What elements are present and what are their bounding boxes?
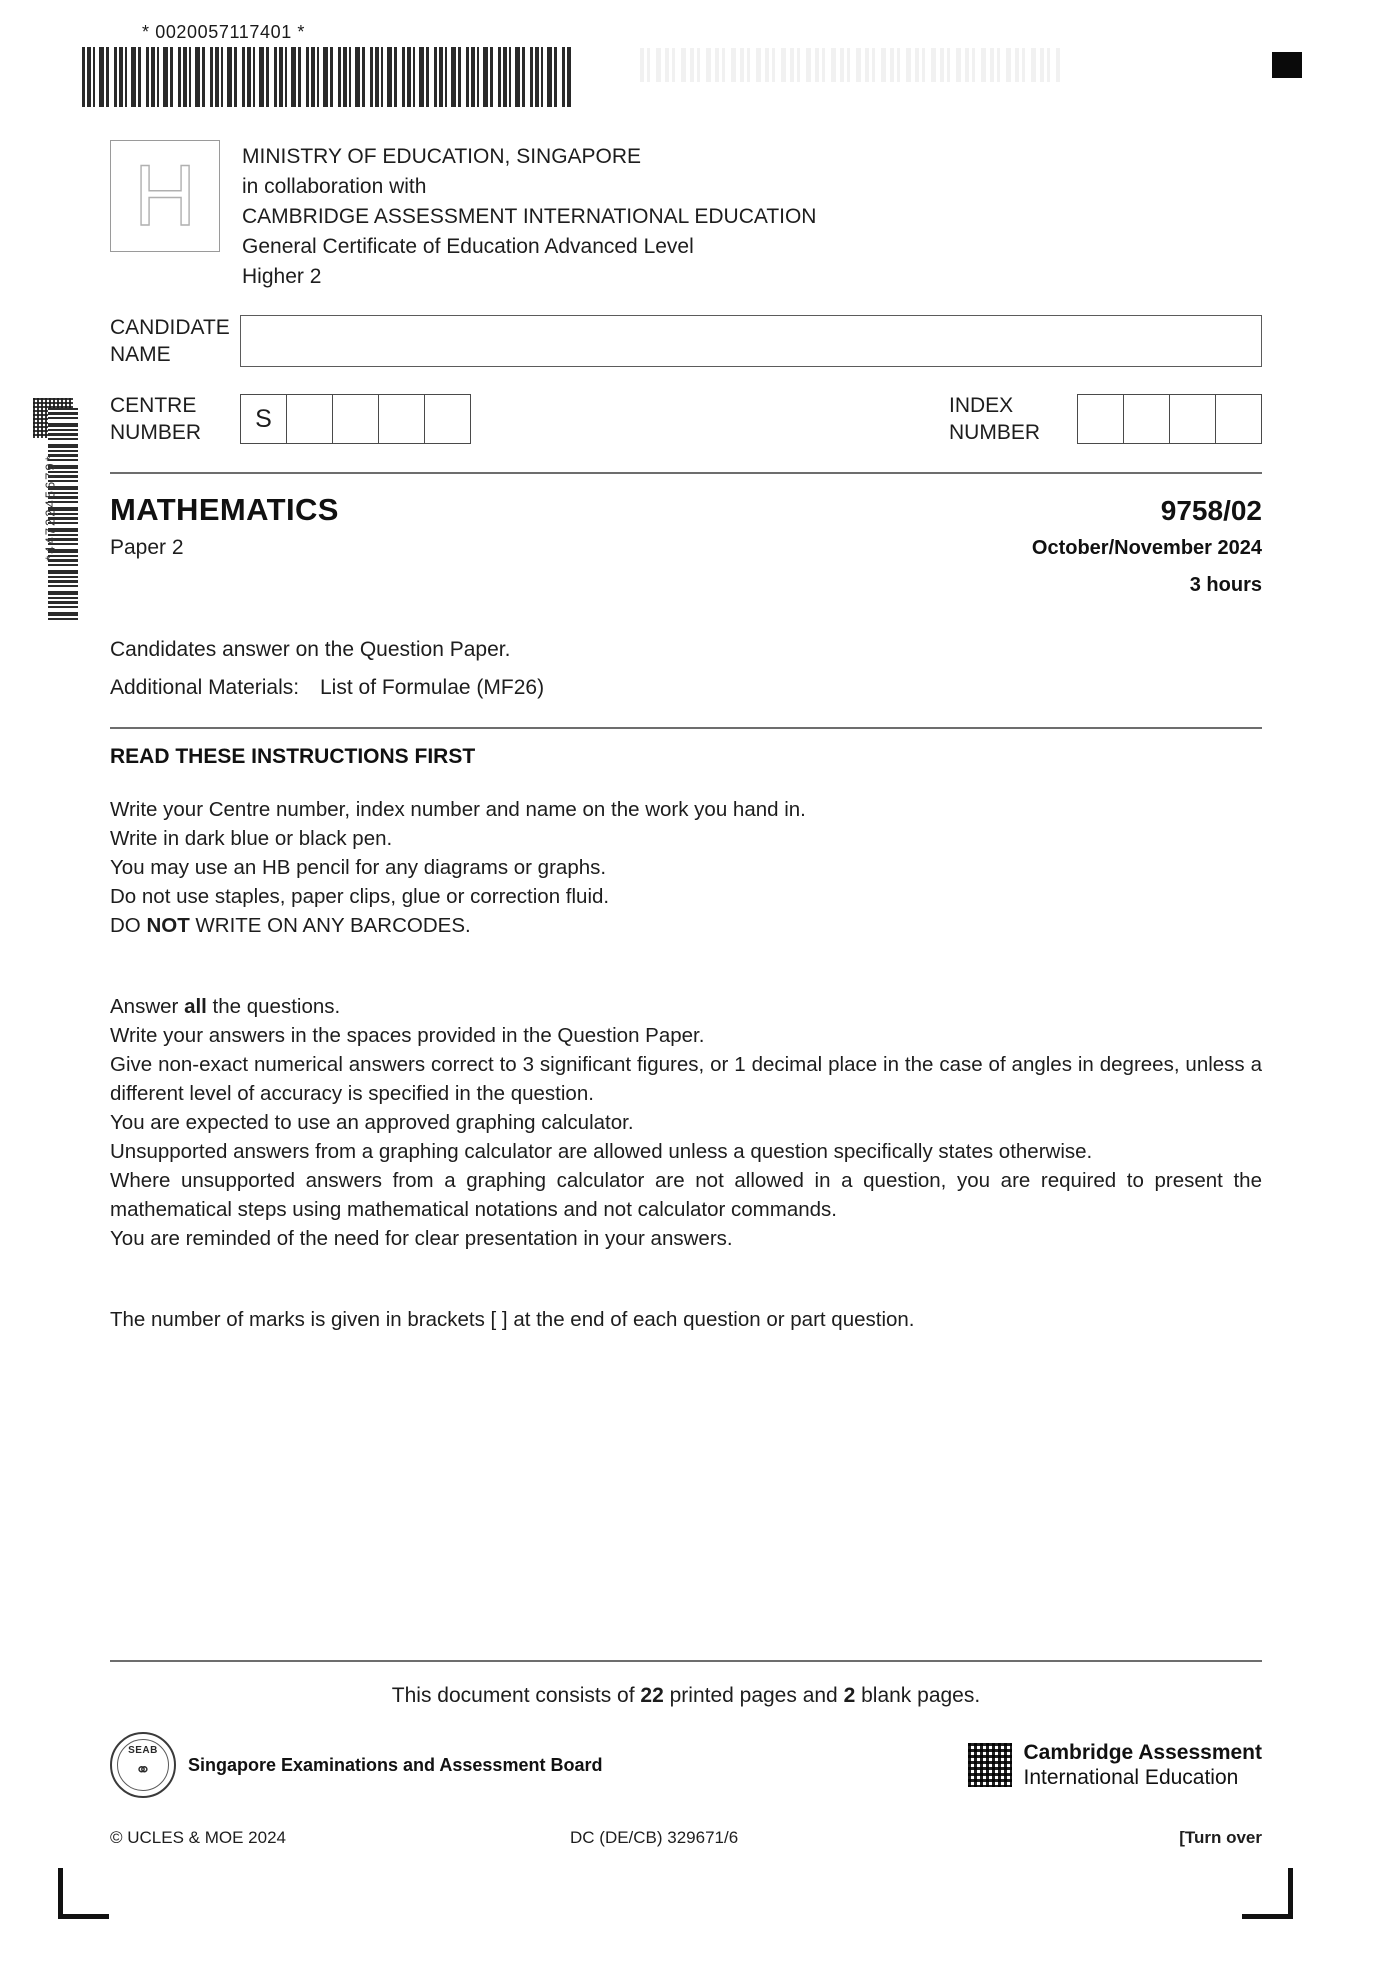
copyright-text: © UCLES & MOE 2024 xyxy=(110,1828,286,1847)
higher2-logo-box xyxy=(110,140,220,252)
answer-all-post: the questions. xyxy=(206,995,341,1018)
paper-row xyxy=(110,536,1262,560)
seab-seal-icon xyxy=(110,1732,176,1798)
candidate-name-label-line1: CANDIDATE xyxy=(110,316,230,339)
seab-abbr-text: SEAB xyxy=(128,1745,158,1756)
org-line-ministry: MINISTRY OF EDUCATION, SINGAPORE xyxy=(242,145,642,168)
centre-number-label xyxy=(110,392,240,446)
registration-mark-bottom-right xyxy=(1242,1868,1293,1919)
pages-note-pre: This document consists of xyxy=(391,1684,641,1707)
syllabus-code: 9758/02 xyxy=(1160,495,1262,526)
additional-materials-value: List of Formulae (MF26) xyxy=(320,676,545,699)
centre-number-label-line1: CENTRE xyxy=(110,394,197,417)
dc-code-text: DC (DE/CB) 329671/6 xyxy=(570,1828,739,1847)
cambridge-logo-text xyxy=(1024,1740,1262,1790)
top-barcode xyxy=(82,22,582,107)
instructions-gap xyxy=(110,940,1262,966)
instruction-line: Where unsupported answers from a graphing calculator are not allowed in a question, you are required to present the mathematical steps using mathematical notations and not calculator commands. xyxy=(110,1169,1262,1221)
candidate-name-label xyxy=(110,314,240,368)
paper-number: Paper 2 xyxy=(110,536,184,559)
seab-name-text: Singapore Examinations and Assessment Board xyxy=(188,1754,603,1775)
index-number-cell[interactable] xyxy=(1078,395,1124,443)
h-letter-icon: H xyxy=(133,148,197,244)
centre-number-cell[interactable] xyxy=(333,395,379,443)
cambridge-line1: Cambridge Assessment xyxy=(1023,1741,1262,1764)
index-number-cell[interactable] xyxy=(1170,395,1216,443)
instruction-line: Do not use staples, paper clips, glue or correction fluid. xyxy=(110,885,610,908)
centre-number-label-line2: NUMBER xyxy=(110,421,202,444)
subject-title: MATHEMATICS xyxy=(110,492,339,527)
exam-session: October/November 2024 xyxy=(1031,537,1262,559)
seab-logo xyxy=(110,1732,602,1798)
divider-above-title xyxy=(110,472,1262,474)
index-number-label-line2: NUMBER xyxy=(949,421,1041,444)
footer-credits-row xyxy=(110,1828,1262,1848)
turn-over-text: [Turn over xyxy=(1179,1828,1262,1847)
divider-above-instructions xyxy=(110,727,1262,729)
cambridge-logo xyxy=(968,1740,1262,1790)
org-line-higher2: Higher 2 xyxy=(242,265,322,288)
instruction-line: You are expected to use an approved graphing calculator. xyxy=(110,1111,634,1134)
marks-gap xyxy=(110,1253,1262,1279)
centre-number-cells[interactable] xyxy=(240,394,471,444)
barcode-line-post: WRITE ON ANY BARCODES. xyxy=(189,914,471,937)
org-line-cambridge: CAMBRIDGE ASSESSMENT INTERNATIONAL EDUCATION xyxy=(242,205,817,228)
document-pages-note xyxy=(110,1684,1262,1708)
additional-materials-line xyxy=(110,669,1262,707)
answer-all-bold: all xyxy=(184,995,207,1018)
cambridge-line2: International Education xyxy=(1023,1766,1239,1789)
registration-mark-bottom-left xyxy=(58,1868,109,1919)
centre-number-cell[interactable] xyxy=(425,395,470,443)
instruction-line: Write in dark blue or black pen. xyxy=(110,827,393,850)
barcode-line-pre: DO xyxy=(110,914,147,937)
instruction-line-answer-all xyxy=(110,992,1262,1021)
answer-note: Candidates answer on the Question Paper. xyxy=(110,638,511,661)
instructions-heading: READ THESE INSTRUCTIONS FIRST xyxy=(110,745,476,768)
centre-number-cell[interactable]: S xyxy=(241,395,287,443)
pages-note-mid: printed pages and xyxy=(663,1684,844,1707)
org-line-gce: General Certificate of Education Advanced Level xyxy=(242,235,694,258)
marks-note-block xyxy=(110,1305,1262,1334)
side-barcode-number: *4472245679* xyxy=(42,454,58,561)
centre-index-row xyxy=(110,392,1262,446)
instruction-line: You may use an HB pencil for any diagrams or graphs. xyxy=(110,856,607,879)
top-barcode-bars xyxy=(82,47,572,107)
instruction-line: Write your Centre number, index number and name on the work you hand in. xyxy=(110,798,806,821)
instructions-group-2 xyxy=(110,992,1262,1253)
candidate-name-row xyxy=(110,314,1262,368)
index-number-label xyxy=(949,392,1077,446)
title-row xyxy=(110,492,1262,528)
faded-ghost-barcode xyxy=(640,48,1060,82)
org-line-collab: in collaboration with xyxy=(242,175,427,198)
instruction-line: You are reminded of the need for clear presentation in your answers. xyxy=(110,1227,733,1250)
page-footer xyxy=(110,1660,1262,1848)
centre-number-cell[interactable] xyxy=(379,395,425,443)
cambridge-crest-icon xyxy=(968,1743,1012,1787)
barcode-line-bold: NOT xyxy=(146,914,190,937)
printed-pages-count: 22 xyxy=(640,1684,664,1707)
exam-duration: 3 hours xyxy=(1189,574,1262,596)
instruction-line-barcodes xyxy=(110,911,1262,940)
index-number-cell[interactable] xyxy=(1216,395,1261,443)
instruction-line: Unsupported answers from a graphing calculator are allowed unless a question specifically states otherwise. xyxy=(110,1140,1093,1163)
materials-block xyxy=(110,631,1262,707)
instruction-line: Give non-exact numerical answers correct to 3 significant figures, or 1 decimal place in the case of angles in degrees, unless a different level of accuracy is specified in the question. xyxy=(110,1053,1262,1105)
footer-logos-row xyxy=(110,1732,1262,1798)
additional-materials-label: Additional Materials: xyxy=(110,676,300,699)
marks-note: The number of marks is given in brackets [ ] at the end of each question or part question. xyxy=(110,1308,915,1331)
answer-all-pre: Answer xyxy=(110,995,185,1018)
top-barcode-number: * 0020057117401 * xyxy=(142,22,306,42)
header-row xyxy=(110,140,1262,292)
lion-icon: ⚭ xyxy=(135,1760,151,1781)
pages-note-post: blank pages. xyxy=(855,1684,981,1707)
blank-pages-count: 2 xyxy=(843,1684,856,1707)
instruction-line: Write your answers in the spaces provided in the Question Paper. xyxy=(110,1024,705,1047)
index-number-cells[interactable] xyxy=(1077,394,1262,444)
cover-content xyxy=(110,140,1262,1334)
candidate-name-input[interactable] xyxy=(240,315,1262,367)
organisation-lines xyxy=(242,140,816,292)
side-barcode xyxy=(30,408,78,620)
index-number-label-line1: INDEX xyxy=(949,394,1014,417)
candidate-name-label-line2: NAME xyxy=(110,343,171,366)
index-number-cell[interactable] xyxy=(1124,395,1170,443)
alignment-square-marker xyxy=(1272,52,1302,78)
divider-above-footer xyxy=(110,1660,1262,1662)
centre-number-cell[interactable] xyxy=(287,395,333,443)
instructions-group-1 xyxy=(110,795,1262,940)
